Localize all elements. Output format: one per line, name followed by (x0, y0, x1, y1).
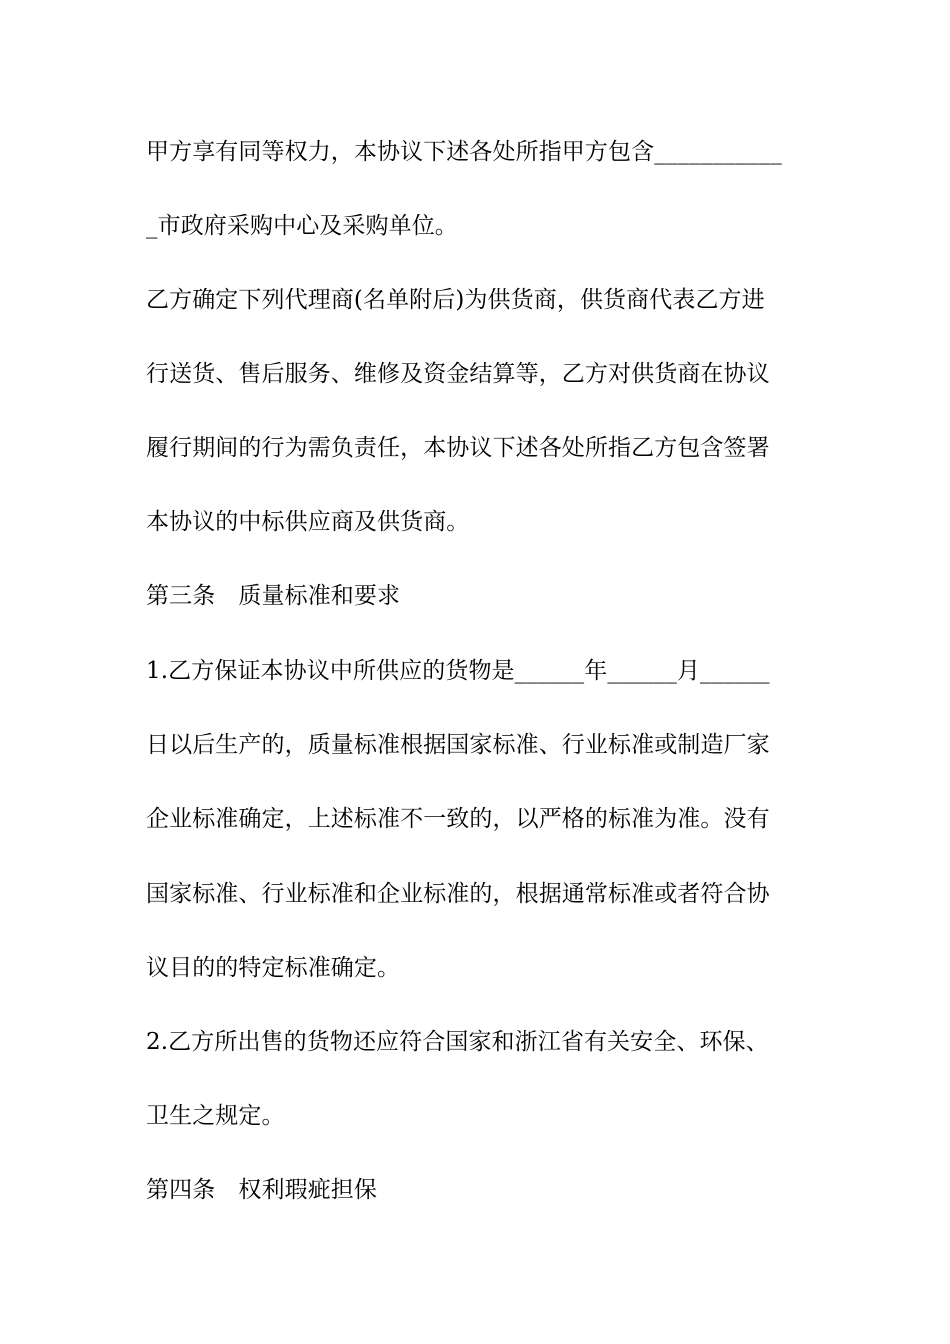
text-line: 1.乙方保证本协议中所供应的货物是______年______月______ (146, 658, 770, 684)
text-line: 行送货、售后服务、维修及资金结算等，乙方对供货商在协议 (146, 361, 770, 387)
text-line: 议目的的特定标准确定。 (146, 955, 401, 981)
text-line: _市政府采购中心及采购单位。 (146, 213, 458, 239)
text-line: 履行期间的行为需负责任，本协议下述各处所指乙方包含签署 (146, 435, 770, 461)
text-line: 企业标准确定，上述标准不一致的，以严格的标准为准。没有 (146, 806, 770, 832)
text-line: 卫生之规定。 (146, 1103, 285, 1129)
text-line: 甲方享有同等权力，本协议下述各处所指甲方包含___________ (146, 139, 782, 165)
text-line: 乙方确定下列代理商(名单附后)为供货商，供货商代表乙方进 (146, 287, 765, 313)
text-line: 2.乙方所出售的货物还应符合国家和浙江省有关安全、环保、 (146, 1029, 769, 1055)
section-heading: 第三条 质量标准和要求 (146, 583, 401, 609)
text-line: 国家标准、行业标准和企业标准的，根据通常标准或者符合协 (146, 881, 770, 907)
section-heading: 第四条 权利瑕疵担保 (146, 1177, 377, 1203)
text-line: 本协议的中标供应商及供货商。 (146, 509, 470, 535)
text-line: 日以后生产的，质量标准根据国家标准、行业标准或制造厂家 (146, 732, 770, 758)
